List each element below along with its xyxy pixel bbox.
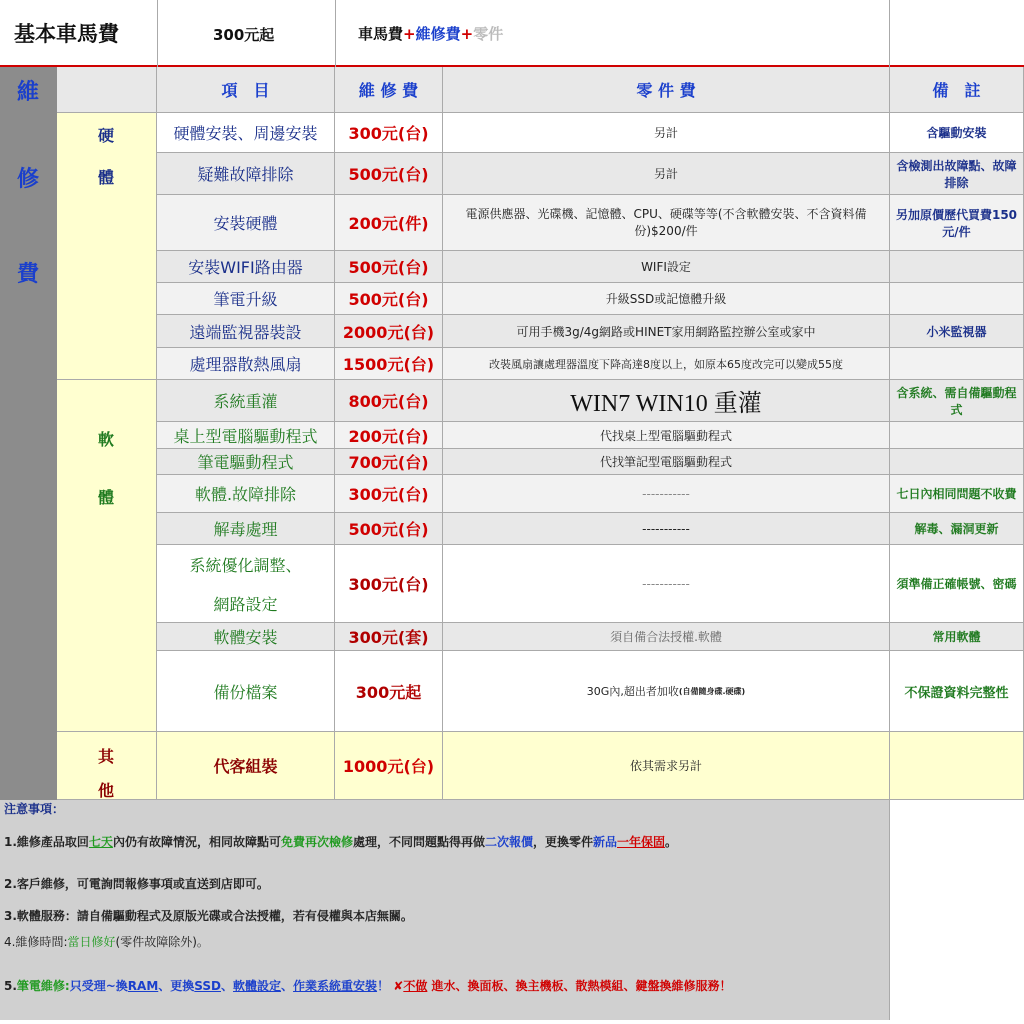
note-4: 4.維修時間:當日修好(零件故障除外)。 [4, 935, 209, 949]
table-row-item: 硬體安裝、周邊安裝 [157, 113, 335, 153]
table-row-item: 安裝WIFI路由器 [157, 251, 335, 283]
x-mark-icon: ✘ [393, 979, 404, 993]
table-row-remark: 七日內相同問題不收費 [890, 475, 1024, 513]
table-row-fee: 1000元(台) [335, 732, 443, 800]
table-row-remark [890, 732, 1024, 800]
note-1: 1.維修產品取回七天內仍有故障情況，相同故障點可免費再次檢修處理，不同問題點得再做二次報價，更換零件新品一年保固。 [4, 835, 678, 849]
table-row-item: 疑難故障排除 [157, 153, 335, 195]
table-row-fee: 500元(台) [335, 283, 443, 315]
header-title: 基本車馬費 [14, 22, 119, 46]
table-row-item: 筆電驅動程式 [157, 449, 335, 475]
table-row-fee: 500元(台) [335, 153, 443, 195]
table-row-remark [890, 251, 1024, 283]
table-row-parts: 升級SSD或記憶體升級 [443, 283, 890, 315]
table-row-remark: 含系統、需自備驅動程式 [890, 380, 1024, 422]
table-row-item: 備份檔案 [157, 651, 335, 732]
table-row-parts: 另計 [443, 153, 890, 195]
table-row-remark: 不保證資料完整性 [890, 651, 1024, 732]
table-row-parts: ----------- [443, 545, 890, 623]
header-row [0, 0, 1024, 67]
table-row-fee: 500元(台) [335, 513, 443, 545]
category-software-char-1: 軟 [98, 430, 115, 449]
table-row-parts: 電源供應器、光碟機、記憶體、CPU、硬碟等等(不含軟體安裝、不含資料備份)$200/件 [443, 195, 890, 251]
table-row-parts: 代找桌上型電腦驅動程式 [443, 422, 890, 449]
table-row-remark: 另加原價歷代買費150元/件 [890, 195, 1024, 251]
table-row-fee: 800元(台) [335, 380, 443, 422]
column-header-item: 項 目 [157, 67, 335, 113]
table-row-parts: WIFI設定 [443, 251, 890, 283]
table-row-fee: 200元(台) [335, 422, 443, 449]
table-row-remark [890, 283, 1024, 315]
note-3: 3.軟體服務：請自備驅動程式及原版光碟或合法授權，若有侵權與本店無關。 [4, 909, 413, 923]
notes-heading: 注意事項： [4, 802, 65, 816]
table-row-remark: 解毒、漏洞更新 [890, 513, 1024, 545]
category-hardware [57, 113, 157, 380]
note-2: 2.客戶維修，可電詢問報修事項或直送到店即可。 [4, 877, 269, 891]
table-row-fee: 500元(台) [335, 251, 443, 283]
table-row-fee: 200元(件) [335, 195, 443, 251]
table-row-parts: ----------- [443, 475, 890, 513]
table-row-parts: 30G內,超出者加收 (自備隨身碟.硬碟) [443, 651, 890, 732]
table-row-parts: ----------- [443, 513, 890, 545]
category-hardware-char-2: 體 [98, 168, 115, 187]
table-row-fee: 300元(台) [335, 545, 443, 623]
category-other-char-2: 他 [98, 781, 115, 800]
table-row-remark [890, 449, 1024, 475]
table-row-fee: 300元(台) [335, 475, 443, 513]
table-row-parts: WIN7 WIN10 重灌 [443, 380, 890, 422]
table-row-parts: 另計 [443, 113, 890, 153]
header-formula: 車馬費+維修費+零件 [358, 25, 504, 43]
table-row-fee: 700元(台) [335, 449, 443, 475]
category-hardware-char-1: 硬 [98, 126, 115, 145]
column-header-blank [57, 67, 157, 113]
table-row-remark: 含驅動安裝 [890, 113, 1024, 153]
table-row-item: 處理器散熱風扇 [157, 348, 335, 380]
side-label-char-3: 費 [17, 262, 40, 287]
table-row-item: 筆電升級 [157, 283, 335, 315]
table-row-item: 軟體安裝 [157, 623, 335, 651]
table-row-item: 代客組裝 [157, 732, 335, 800]
table-row-item: 系統重灌 [157, 380, 335, 422]
column-header-remark: 備 註 [890, 67, 1024, 113]
table-row-fee: 300元起 [335, 651, 443, 732]
table-row-item: 軟體.故障排除 [157, 475, 335, 513]
table-row-fee: 300元(套) [335, 623, 443, 651]
table-row-remark: 含檢測出故障點、故障排除 [890, 153, 1024, 195]
table-row-remark: 常用軟體 [890, 623, 1024, 651]
table-row-parts: 改裝風扇讓處理器溫度下降高達8度以上，如原本65度改完可以變成55度 [443, 348, 890, 380]
header-base-price: 300元起 [213, 26, 275, 44]
table-row-parts: 可用手機3g/4g網路或HINET家用網路監控辦公室或家中 [443, 315, 890, 348]
table-row-item: 桌上型電腦驅動程式 [157, 422, 335, 449]
table-row-item: 解毒處理 [157, 513, 335, 545]
note-5: 5.筆電維修:只受理~換RAM、更換SSD、軟體設定、作業系統重安裝！ ✘不做 進水、換面板、換主機板、散熱模組、鍵盤換維修服務！ [4, 979, 732, 993]
side-label-char-2: 修 [17, 167, 40, 192]
table-row-item: 遠端監視器裝設 [157, 315, 335, 348]
table-row-remark: 小米監視器 [890, 315, 1024, 348]
category-software-char-2: 體 [98, 488, 115, 507]
table-row-remark [890, 422, 1024, 449]
table-row-fee: 300元(台) [335, 113, 443, 153]
table-row-item: 安裝硬體 [157, 195, 335, 251]
side-label-char-1: 維 [17, 80, 40, 105]
column-header-parts: 零 件 費 [443, 67, 890, 113]
table-row-parts: 依其需求另計 [443, 732, 890, 800]
table-row-remark: 須準備正確帳號、密碼 [890, 545, 1024, 623]
table-row-parts: 代找筆記型電腦驅動程式 [443, 449, 890, 475]
category-other-char-1: 其 [98, 747, 115, 766]
column-header-fee: 維 修 費 [335, 67, 443, 113]
table-row-parts: 須自備合法授權.軟體 [443, 623, 890, 651]
table-row-remark [890, 348, 1024, 380]
table-row-item: 系統優化調整、 網路設定 [157, 545, 335, 623]
table-row-fee: 2000元(台) [335, 315, 443, 348]
table-row-fee: 1500元(台) [335, 348, 443, 380]
